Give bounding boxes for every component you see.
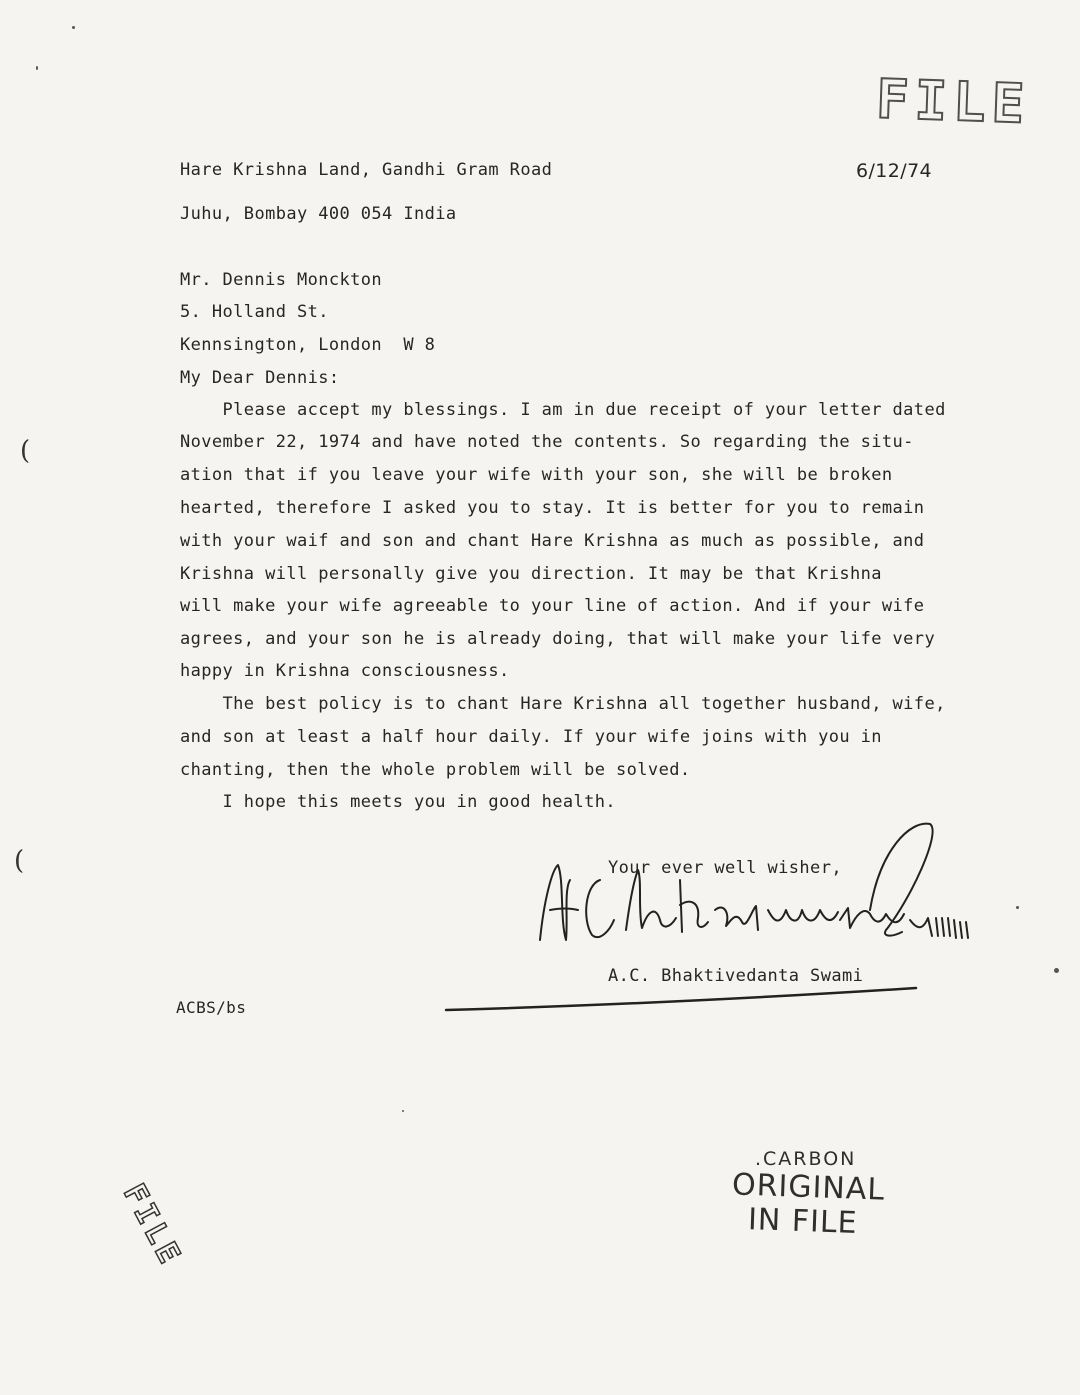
carbon-stamp-line3: IN FILE — [747, 1202, 859, 1241]
body-line: hearted, therefore I asked you to stay. It is better for you to remain — [180, 498, 925, 518]
speck — [72, 26, 75, 29]
recipient-name: Mr. Dennis Monckton — [180, 270, 383, 290]
punch-mark-lower: ( — [14, 846, 25, 876]
body-line: will make your wife agreeable to your line of action. And if your wife — [180, 596, 925, 616]
speck — [36, 66, 38, 70]
body-line: agrees, and your son he is already doing, that will make your life very — [180, 629, 936, 649]
body-line: November 22, 1974 and have noted the contents. So regarding the situ- — [180, 432, 914, 452]
salutation: My Dear Dennis: — [180, 368, 340, 388]
carbon-stamp-line1: .CARBON — [755, 1148, 857, 1170]
body-line: I hope this meets you in good health. — [180, 792, 617, 812]
signature-underline — [440, 980, 930, 1020]
body-line: happy in Krishna consciousness. — [180, 661, 510, 681]
file-stamp-bottom: FILE — [115, 1178, 189, 1273]
speck — [402, 1110, 404, 1112]
reference-initials: ACBS/bs — [176, 998, 247, 1017]
handwritten-signature — [530, 810, 990, 980]
punch-mark-upper: ( — [20, 436, 31, 466]
body-line: and son at least a half hour daily. If your wife joins with you in — [180, 727, 882, 747]
body-line: with your waif and son and chant Hare Krishna as much as possible, and — [180, 531, 925, 551]
sender-address-line2: Juhu, Bombay 400 054 India — [180, 204, 457, 224]
signature-name: A.C. Bhaktivedanta Swami — [608, 966, 864, 986]
file-stamp-top: FILE — [875, 67, 1032, 136]
body-line: chanting, then the whole problem will be solved. — [180, 760, 691, 780]
body-line: The best policy is to chant Hare Krishna all together husband, wife, — [180, 694, 946, 714]
letter-date: 6/12/74 — [856, 160, 933, 182]
body-line: ation that if you leave your wife with your son, she will be broken — [180, 465, 893, 485]
recipient-city: Kennsington, London W 8 — [180, 335, 436, 355]
recipient-street: 5. Holland St. — [180, 302, 329, 322]
carbon-stamp-line2: ORIGINAL — [731, 1167, 886, 1208]
speck — [1016, 906, 1019, 909]
sender-address-line1: Hare Krishna Land, Gandhi Gram Road — [180, 160, 553, 180]
speck — [1054, 968, 1059, 973]
body-line: Please accept my blessings. I am in due receipt of your letter dated — [180, 400, 946, 420]
closing: Your ever well wisher, — [608, 858, 842, 878]
body-line: Krishna will personally give you direction. It may be that Krishna — [180, 564, 882, 584]
